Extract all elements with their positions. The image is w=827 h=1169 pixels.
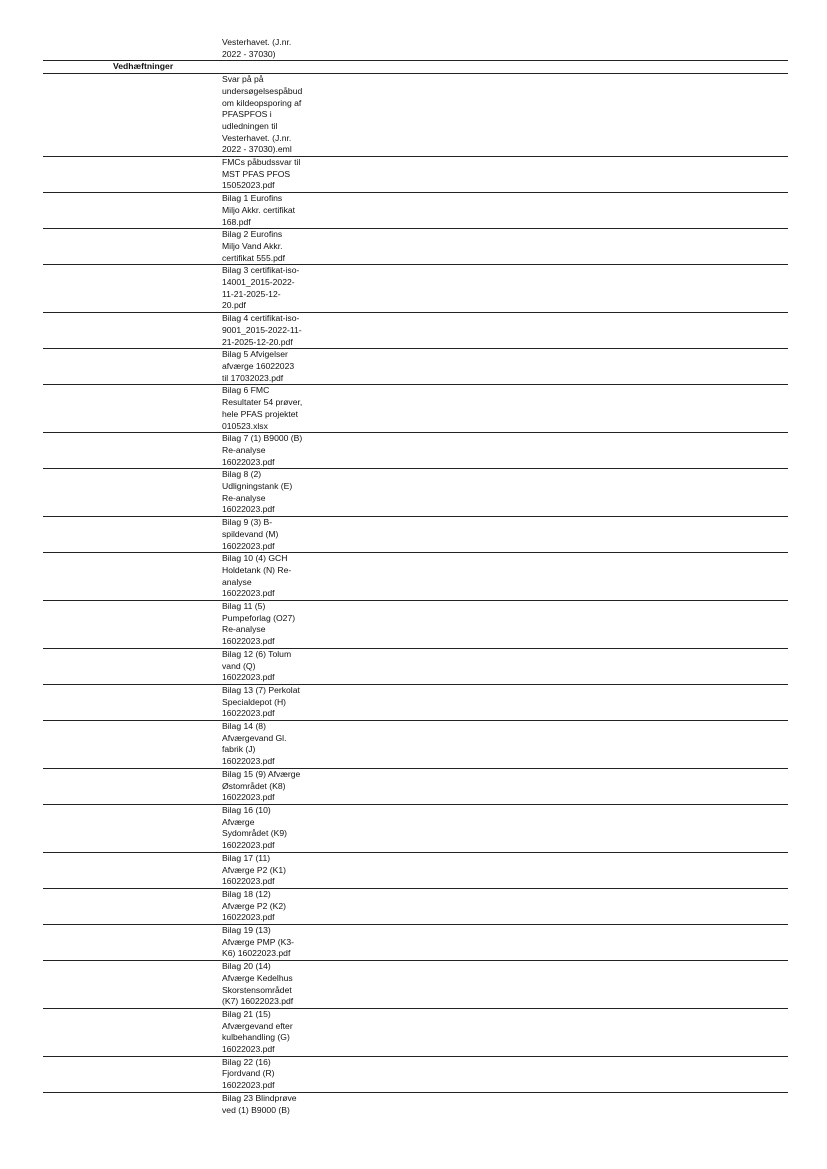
filename-line: Specialdepot (H) <box>222 696 287 707</box>
filename-line: Bilag 10 (4) GCH <box>222 553 288 564</box>
attachment-row <box>43 684 788 720</box>
filename-line: Re-analyse <box>222 624 266 635</box>
filename-line: (K7) 16022023.pdf <box>222 996 294 1007</box>
filename-line: afværge 16022023 <box>222 360 295 371</box>
filename-line: Bilag 17 (11) <box>222 852 271 863</box>
filename-line: udledningen til <box>222 120 278 131</box>
previous-row-continuation <box>222 37 332 60</box>
filename-line: Bilag 11 (5) <box>222 601 266 612</box>
empty-cell <box>222 61 332 73</box>
text-line: Vesterhavet. (J.nr. <box>222 37 292 47</box>
filename-line: MST PFAS PFOS <box>222 168 291 179</box>
filename-line: 14001_2015-2022- <box>222 277 295 288</box>
filename-line: 16022023.pdf <box>222 588 275 599</box>
attachment-list <box>43 73 788 1116</box>
filename-line: undersøgelsespåbud <box>222 85 303 96</box>
filename-line: 16022023.pdf <box>222 540 275 551</box>
filename-line: Holdetank (N) Re- <box>222 564 292 575</box>
filename-line: 16022023.pdf <box>222 876 275 887</box>
filename-line: 16022023.pdf <box>222 636 275 647</box>
filename-line: 16022023.pdf <box>222 756 275 767</box>
attachment-filename[interactable] <box>222 889 332 924</box>
filename-line: FMCs påbudssvar til <box>222 157 301 168</box>
filename-line: fabrik (J) <box>222 744 256 755</box>
attachment-filename[interactable] <box>222 313 332 348</box>
filename-line: Bilag 3 certifikat-iso- <box>222 265 300 276</box>
attachment-row <box>43 960 788 1008</box>
attachment-filename[interactable] <box>222 649 332 684</box>
filename-line: Bilag 12 (6) Tolum <box>222 648 292 659</box>
text-line: 2022 - 37030) <box>222 48 276 59</box>
empty-label-cell <box>43 157 222 192</box>
filename-line: Resultater 54 prøver, <box>222 397 303 408</box>
empty-label-cell <box>43 385 222 432</box>
section-header-row <box>43 60 788 73</box>
filename-line: vand (Q) <box>222 660 256 671</box>
filename-line: 16022023.pdf <box>222 672 275 683</box>
attachment-filename[interactable] <box>222 685 332 720</box>
empty-label-cell <box>43 433 222 468</box>
attachment-filename[interactable] <box>222 769 332 804</box>
attachment-filename[interactable] <box>222 433 332 468</box>
attachment-row <box>43 516 788 552</box>
filename-line: Bilag 1 Eurofins <box>222 193 283 204</box>
attachment-row <box>43 192 788 228</box>
empty-label-cell <box>43 74 222 156</box>
filename-line: Bilag 6 FMC <box>222 385 270 396</box>
empty-label-cell <box>43 961 222 1008</box>
empty-label-cell <box>43 229 222 264</box>
filename-line: Afværge <box>222 816 255 827</box>
filename-line: Miljo Akkr. certifikat <box>222 204 296 215</box>
filename-line: hele PFAS projektet <box>222 408 298 419</box>
filename-line: 11-21-2025-12- <box>222 288 281 299</box>
attachment-row <box>43 73 788 156</box>
attachment-filename[interactable] <box>222 1057 332 1092</box>
attachment-row <box>43 156 788 192</box>
attachment-row <box>43 432 788 468</box>
attachment-filename[interactable] <box>222 1093 332 1116</box>
filename-line: Bilag 7 (1) B9000 (B) <box>222 433 303 444</box>
filename-line: spildevand (M) <box>222 528 279 539</box>
attachment-filename[interactable] <box>222 157 332 192</box>
filename-line: Bilag 16 (10) <box>222 805 271 815</box>
filename-line: K6) 16022023.pdf <box>222 948 291 959</box>
attachment-row <box>43 552 788 600</box>
attachment-row <box>43 468 788 516</box>
filename-line: 16022023.pdf <box>222 708 275 719</box>
attachment-row <box>43 1056 788 1092</box>
empty-label-cell <box>43 685 222 720</box>
attachment-filename[interactable] <box>222 229 332 264</box>
filename-line: Bilag 23 Blindprøve <box>222 1092 297 1103</box>
filename-line: ved (1) B9000 (B) <box>222 1104 290 1115</box>
filename-line: Afværge P2 (K1) <box>222 864 286 875</box>
attachment-filename[interactable] <box>222 517 332 552</box>
attachment-row <box>43 1092 788 1116</box>
filename-line: Fjordvand (R) <box>222 1068 275 1079</box>
filename-line: Bilag 9 (3) B- <box>222 517 273 528</box>
filename-line: 9001_2015-2022-11- <box>222 324 302 335</box>
empty-label-cell <box>43 553 222 600</box>
attachment-row <box>43 648 788 684</box>
empty-label-cell <box>43 649 222 684</box>
filename-line: Bilag 14 (8) <box>222 721 266 732</box>
filename-line: Re-analyse <box>222 492 266 503</box>
attachment-row <box>43 600 788 648</box>
attachment-filename[interactable] <box>222 193 332 228</box>
filename-line: Bilag 5 Afvigelser <box>222 349 288 360</box>
filename-line: til 17032023.pdf <box>222 372 284 383</box>
attachment-filename[interactable] <box>222 553 332 600</box>
attachment-row <box>43 768 788 804</box>
filename-line: kulbehandling (G) <box>222 1032 290 1043</box>
filename-line: 16022023.pdf <box>222 504 275 515</box>
empty-label-cell <box>43 601 222 648</box>
attachment-filename[interactable] <box>222 469 332 516</box>
filename-line: Bilag 21 (15) <box>222 1008 271 1019</box>
attachment-filename[interactable] <box>222 853 332 888</box>
filename-line: Bilag 13 (7) Perkolat <box>222 684 300 695</box>
filename-line: Bilag 18 (12) <box>222 888 271 899</box>
empty-label-cell <box>43 769 222 804</box>
empty-label-cell <box>43 265 222 312</box>
filename-line: Sydområdet (K9) <box>222 828 287 839</box>
attachment-row <box>43 1008 788 1056</box>
filename-line: Afværgevand Gl. <box>222 732 287 743</box>
filename-line: om kildeopsporing af <box>222 97 302 108</box>
empty-label-cell <box>43 805 222 852</box>
empty-label-cell <box>43 925 222 960</box>
filename-line: Østområdet (K8) <box>222 780 286 791</box>
filename-line: 2022 - 37030).eml <box>222 144 292 155</box>
attachment-row <box>43 228 788 264</box>
filename-line: Svar på på <box>222 74 264 85</box>
filename-line: Udligningstank (E) <box>222 481 293 492</box>
attachment-filename[interactable] <box>222 925 332 960</box>
filename-line: Bilag 4 certifikat-iso- <box>222 313 300 324</box>
empty-label-cell <box>43 1093 222 1116</box>
filename-line: Bilag 8 (2) <box>222 469 262 480</box>
filename-line: 16022023.pdf <box>222 792 275 803</box>
attachment-row <box>43 384 788 432</box>
empty-label-cell <box>43 349 222 384</box>
filename-line: Bilag 20 (14) <box>222 961 271 972</box>
attachment-row <box>43 852 788 888</box>
filename-line: certifikat 555.pdf <box>222 252 286 263</box>
filename-line: Bilag 2 Eurofins <box>222 229 283 240</box>
empty-label-cell <box>43 1009 222 1056</box>
attachment-filename[interactable] <box>222 961 332 1008</box>
filename-line: 16022023.pdf <box>222 456 275 467</box>
filename-line: 21-2025-12-20.pdf <box>222 336 293 347</box>
filename-line: Pumpeforlag (O27) <box>222 612 296 623</box>
filename-line: 20.pdf <box>222 300 246 311</box>
filename-line: Bilag 15 (9) Afværge <box>222 768 301 779</box>
attachment-filename[interactable] <box>222 265 332 312</box>
filename-line: 16022023.pdf <box>222 912 275 923</box>
attachment-filename[interactable] <box>222 1009 332 1056</box>
empty-label-cell <box>43 889 222 924</box>
filename-line: PFASPFOS i <box>222 109 272 120</box>
attachment-filename[interactable] <box>222 74 332 156</box>
attachment-row <box>43 312 788 348</box>
empty-label-cell <box>43 1057 222 1092</box>
filename-line: 168.pdf <box>222 216 251 227</box>
section-label: Vedhæftninger <box>113 61 174 72</box>
attachment-row <box>43 264 788 312</box>
attachment-row <box>43 924 788 960</box>
filename-line: analyse <box>222 576 252 587</box>
attachment-row <box>43 348 788 384</box>
empty-label-cell <box>43 517 222 552</box>
filename-line: 16022023.pdf <box>222 1080 275 1091</box>
filename-line: Vesterhavet. (J.nr. <box>222 132 292 143</box>
filename-line: Miljo Vand Akkr. <box>222 240 283 251</box>
attachment-filename[interactable] <box>222 385 332 432</box>
attachment-filename[interactable] <box>222 349 332 384</box>
filename-line: Skorstensområdet <box>222 984 292 995</box>
filename-line: Bilag 19 (13) <box>222 925 271 936</box>
filename-line: 16022023.pdf <box>222 1044 275 1055</box>
attachment-filename[interactable] <box>222 805 332 852</box>
attachment-row <box>43 720 788 768</box>
empty-label-cell <box>43 313 222 348</box>
empty-label-cell <box>43 469 222 516</box>
filename-line: Afværgevand efter <box>222 1020 293 1031</box>
filename-line: 16022023.pdf <box>222 840 275 851</box>
filename-line: Afværge Kedelhus <box>222 972 293 983</box>
attachments-table <box>43 37 788 1116</box>
empty-label-cell <box>43 193 222 228</box>
attachment-filename[interactable] <box>222 601 332 648</box>
empty-label-cell <box>43 721 222 768</box>
empty-label-cell <box>43 853 222 888</box>
filename-line: Afværge P2 (K2) <box>222 900 286 911</box>
filename-line: Bilag 22 (16) <box>222 1056 271 1067</box>
filename-line: 15052023.pdf <box>222 180 275 191</box>
filename-line: Afværge PMP (K3- <box>222 936 294 947</box>
attachment-filename[interactable] <box>222 721 332 768</box>
filename-line: 010523.xlsx <box>222 420 268 431</box>
filename-line: Re-analyse <box>222 444 266 455</box>
attachment-row <box>43 888 788 924</box>
attachment-row <box>43 804 788 852</box>
